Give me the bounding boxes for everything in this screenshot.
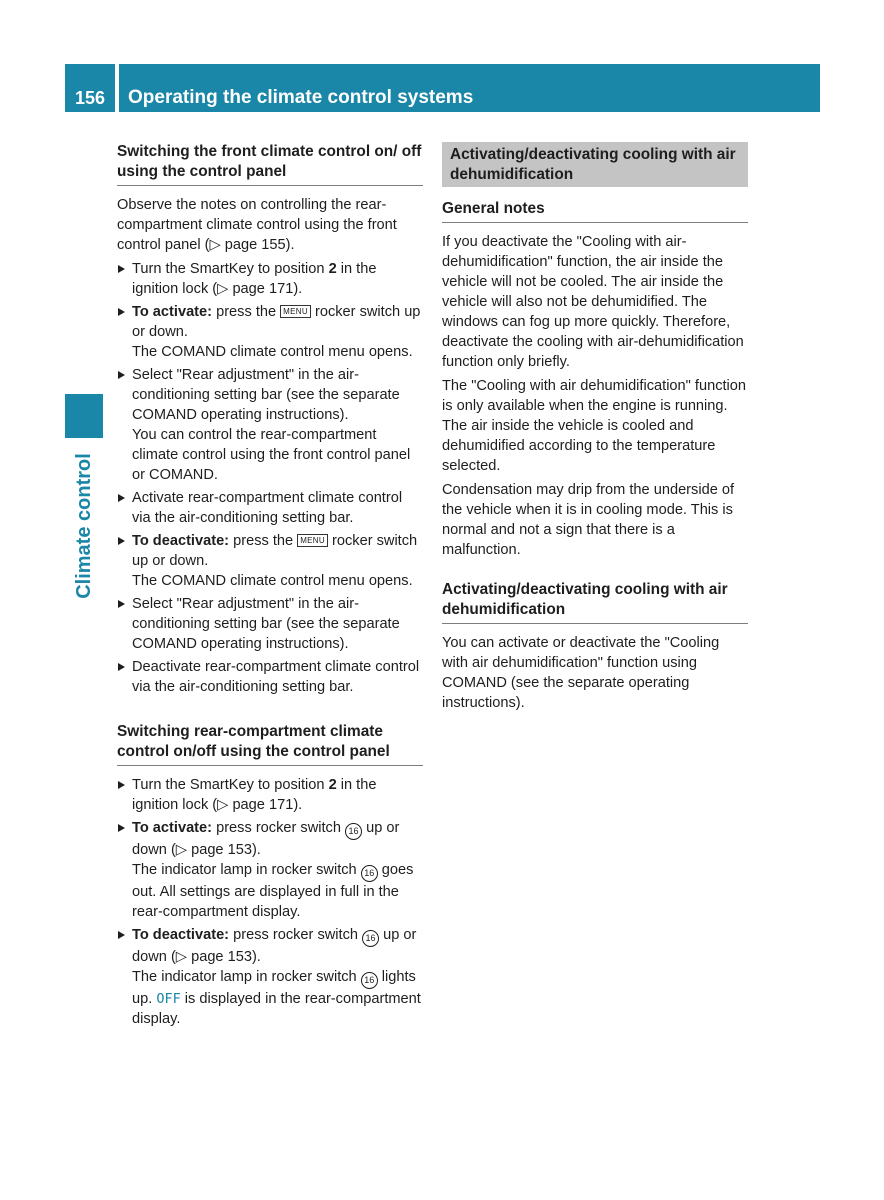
step-result xyxy=(132,967,423,1029)
step-text: press rocker switch xyxy=(229,927,363,943)
step-lead: To deactivate: xyxy=(132,927,230,943)
step-result: The COMAND climate control menu opens. xyxy=(132,344,413,360)
chapter-heading-box: Activating/deactivating cooling with air dehumidification xyxy=(442,142,748,187)
step-lead: To deactivate: xyxy=(132,533,230,549)
step-item xyxy=(117,531,423,591)
step-text: press rocker switch xyxy=(212,820,346,836)
step-position: 2 xyxy=(328,261,337,277)
activating-paragraph: You can activate or deactivate the "Cooling with air dehumidification" function using COMAND (see the separate operating instructions). xyxy=(442,635,720,711)
step-item xyxy=(117,657,423,697)
step-item xyxy=(117,925,423,1029)
step-result: The COMAND climate control menu opens. xyxy=(132,573,413,589)
section-heading-general-notes: General notes xyxy=(442,199,748,223)
step-text: Select "Rear adjustment" in the air-conditioning setting bar (see the separate COMAND operating instructions). xyxy=(132,367,400,423)
step-item xyxy=(117,594,423,654)
step-text: Select "Rear adjustment" in the air-conditioning setting bar (see the separate COMAND operating instructions). xyxy=(132,596,400,652)
step-item xyxy=(117,365,423,485)
step-result-text: goes out. All settings are displayed in full in the rear-compartment display. xyxy=(132,862,414,920)
step-text: Deactivate rear-compartment climate control via the air-conditioning setting bar. xyxy=(132,659,420,695)
rocker-switch-16-icon: 16 xyxy=(361,865,378,882)
page-title: Operating the climate control systems xyxy=(128,87,474,108)
step-item xyxy=(117,488,423,528)
step-text: up or down (▷ page 153). xyxy=(132,927,417,965)
menu-key-icon: MENU xyxy=(297,534,328,547)
notes-paragraph: If you deactivate the "Cooling with air-dehumidification" function, the air inside the vehicle will not be cooled. The air inside the vehicle will also not be dehumidified. The windows can fog up more quickly. Therefore, deactivate the cooling with air-dehumidification function only briefly. xyxy=(442,234,744,370)
step-result: You can control the rear-compartment climate control using the front control panel or COMAND. xyxy=(132,427,411,483)
rocker-switch-16-icon: 16 xyxy=(345,823,362,840)
step-lead: To activate: xyxy=(132,304,213,320)
step-position: 2 xyxy=(328,777,337,793)
step-text: press the xyxy=(212,304,281,320)
step-text: rocker switch up or down. xyxy=(132,304,421,340)
step-text: up or down (▷ page 153). xyxy=(132,820,400,858)
step-result-text: is displayed in the rear-compartment display. xyxy=(132,991,421,1027)
header-divider xyxy=(115,64,119,112)
display-message-off: OFF xyxy=(156,991,181,1007)
step-result-text: lights up. xyxy=(132,969,416,1007)
step-text: in the ignition lock (▷ page 171). xyxy=(132,777,377,813)
step-text: Turn the SmartKey to position xyxy=(132,261,329,277)
step-result xyxy=(132,860,423,922)
step-item xyxy=(117,302,423,362)
notes-paragraph: The "Cooling with air dehumidification" function is only available when the engine is running. The air inside the vehicle is cooled and dehumidified according to the temperature selected. xyxy=(442,378,747,474)
right-column xyxy=(442,142,748,717)
rocker-switch-16-icon: 16 xyxy=(362,930,379,947)
section-heading-activating-cooling: Activating/deactivating cooling with air dehumidification xyxy=(442,580,748,624)
section-heading-front-control: Switching the front climate control on/ off using the control panel xyxy=(117,142,423,186)
section-heading-rear-control: Switching rear-compartment climate control on/off using the control panel xyxy=(117,722,423,766)
section-tab-label: Climate control xyxy=(73,453,95,599)
step-result-text: The indicator lamp in rocker switch xyxy=(132,969,361,985)
step-text: rocker switch up or down. xyxy=(132,533,418,569)
step-text: press the xyxy=(229,533,298,549)
section-tab-marker xyxy=(65,394,103,438)
rocker-switch-16-icon: 16 xyxy=(361,972,378,989)
step-item xyxy=(117,818,423,922)
notes-paragraph: Condensation may drip from the underside of the vehicle when it is in cooling mode. This is normal and not a sign that there is a malfunction. xyxy=(442,482,735,558)
intro-paragraph: Observe the notes on controlling the rear-compartment climate control using the front control panel (▷ page 155). xyxy=(117,197,397,253)
step-text: in the ignition lock (▷ page 171). xyxy=(132,261,377,297)
left-column xyxy=(117,142,423,1032)
menu-key-icon: MENU xyxy=(280,305,311,318)
step-lead: To activate: xyxy=(132,820,213,836)
step-text: Activate rear-compartment climate control via the air-conditioning setting bar. xyxy=(132,490,403,526)
step-item xyxy=(117,259,423,299)
step-result-text: The indicator lamp in rocker switch xyxy=(132,862,361,878)
step-item xyxy=(117,775,423,815)
step-text: Turn the SmartKey to position xyxy=(132,777,329,793)
page-number: 156 xyxy=(74,88,106,108)
